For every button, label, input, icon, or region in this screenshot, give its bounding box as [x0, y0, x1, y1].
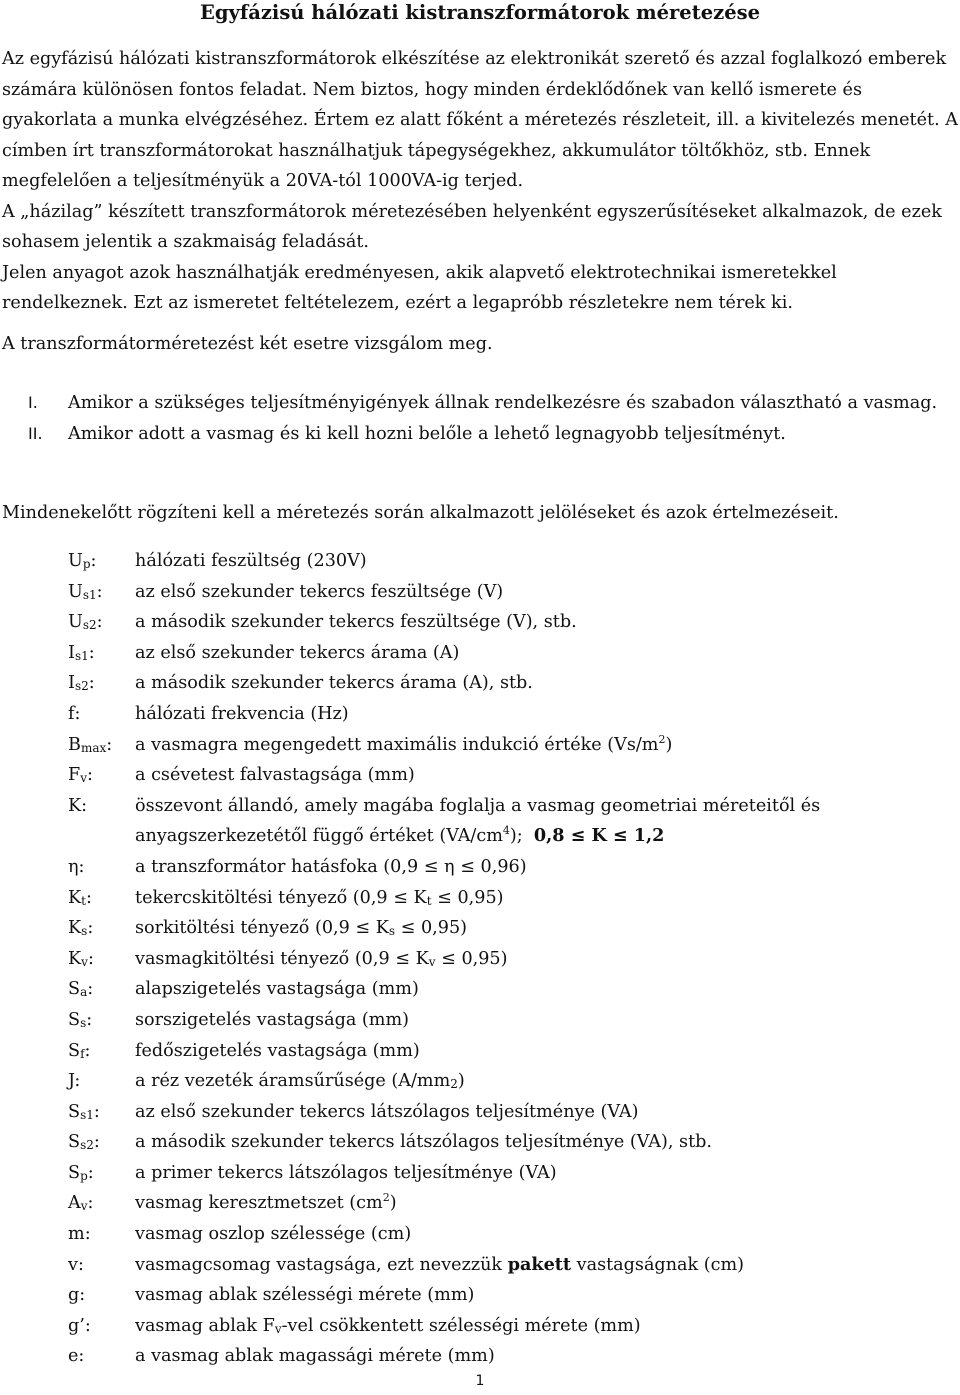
symbol-letter: I [68, 673, 75, 694]
definition-row [68, 607, 948, 638]
symbol-subscript: p [80, 1168, 88, 1183]
symbol-subscript: s1 [82, 587, 97, 602]
intro-paragraph: Jelen anyagot azok használhatják eredményesen, akik alapvető elektrotechnikai ismeretekkel rendelkeznek. Ezt az ismeretet feltételezem, ezért a legapróbb részletekre nem térek ki. [2, 262, 837, 313]
description-text: a primer tekercs látszólagos teljesítménye (VA) [135, 1162, 557, 1183]
definition-description [135, 1158, 948, 1189]
definition-row [68, 699, 948, 730]
definition-description [135, 607, 948, 638]
list-item-text: Amikor a szükséges teljesítményigények állnak rendelkezésre és szabadon választható a vasmag. [68, 393, 938, 413]
symbol-letter: U [68, 551, 83, 571]
symbol-separator: : [88, 673, 95, 694]
definition-description [135, 883, 948, 914]
definition-row [68, 1280, 948, 1311]
symbol-letter: J [68, 1071, 75, 1092]
symbol-letter: f [68, 703, 75, 724]
symbol-letter: g’ [68, 1315, 85, 1336]
document-title: Egyfázisú hálózati kistranszformátorok méretezése [200, 1, 760, 24]
definition-description [135, 1066, 948, 1097]
symbol-separator: : [93, 1101, 100, 1122]
definition-symbol [68, 1341, 135, 1372]
description-text: az első szekunder tekercs feszültsége (V) [135, 581, 504, 602]
description-text: hálózati frekvencia (Hz) [135, 703, 349, 724]
definition-description [135, 699, 948, 730]
symbol-letter: A [68, 1193, 81, 1214]
symbol-subscript: v [80, 1199, 88, 1214]
symbol-subscript: v [81, 954, 88, 969]
definition-symbol [68, 607, 135, 638]
symbol-letter: v [68, 1254, 78, 1275]
description-text: a második szekunder tekercs feszültsége (V), stb. [135, 612, 577, 633]
definition-row [68, 883, 948, 914]
description-text: a vasmagra megengedett maximális indukció értéke (Vs/m [135, 734, 659, 755]
definition-description [135, 1127, 948, 1158]
definition-symbol [68, 1219, 135, 1250]
definition-description [135, 730, 948, 761]
description-text: vasmagcsomag vastagsága, ezt nevezzük [135, 1254, 508, 1275]
definition-row [68, 791, 948, 852]
definition-row [68, 1158, 948, 1189]
definition-symbol [68, 974, 135, 1005]
symbol-letter: S [68, 1040, 81, 1061]
symbol-separator: : [87, 918, 94, 939]
symbol-separator: : [81, 795, 88, 816]
definition-symbol [68, 1250, 135, 1281]
symbol-subscript: v [80, 771, 87, 786]
list-item [28, 419, 938, 450]
definition-symbol [68, 852, 135, 883]
definition-symbol [68, 913, 135, 944]
symbol-subscript: p [82, 557, 91, 571]
symbol-separator: : [85, 887, 92, 908]
symbol-letter: S [68, 1162, 81, 1183]
definition-row [68, 944, 948, 975]
definition-symbol [68, 546, 135, 577]
description-subscript: 2 [450, 1077, 458, 1092]
symbol-subscript: f [80, 1046, 85, 1061]
symbol-separator: : [84, 1040, 91, 1061]
definition-row [68, 1311, 948, 1342]
symbol-separator: : [87, 1162, 94, 1183]
description-text: összevont állandó, amely magába foglalja a vasmag geometriai méreteitől és [135, 795, 821, 816]
definition-description [135, 1219, 948, 1250]
list-item-number: I. [28, 393, 38, 412]
symbol-separator: : [88, 642, 95, 663]
description-subscript: s [388, 924, 396, 939]
symbol-letter: U [68, 612, 83, 633]
symbol-subscript: t [81, 893, 86, 908]
symbol-separator: : [96, 581, 103, 602]
definition-symbol [68, 791, 135, 852]
description-text: vasmagkitöltési tényező (0,9 ≤ K [135, 948, 429, 969]
definition-description [135, 974, 948, 1005]
symbol-separator: : [106, 734, 113, 755]
definition-description [135, 1005, 948, 1036]
description-text: a réz vezeték áramsűrűsége (A/mm [135, 1071, 451, 1092]
definition-row [68, 1005, 948, 1036]
definition-symbol [68, 1066, 135, 1097]
definition-row [68, 546, 948, 577]
description-line [135, 791, 948, 822]
description-text: sorkitöltési tényező (0,9 ≤ K [135, 918, 389, 939]
description-text: vastagságnak (cm) [571, 1254, 745, 1275]
symbol-letter: K [68, 887, 82, 908]
symbol-letter: B [68, 734, 81, 755]
description-subscript: t [426, 893, 432, 908]
symbol-separator: : [86, 1009, 93, 1030]
definition-row [68, 730, 948, 761]
symbol-letter: K [68, 918, 82, 939]
symbol-letter: S [68, 1132, 81, 1153]
intro-paragraph: Az egyfázisú hálózati kistranszformátorok elkészítése az elektronikát szerető és azzal foglalkozó emberek számára különösen fontos feladat. Nem biztos, hogy minden érdeklődőnek van kellő ismerete és gyakorlata a munka elvégzéséhez. Értem ez alatt főként a méretezés részleteit, ill. a kivitelezés menetét. A címben írt transzformátorokat használhatjuk tápegységekhez, akkumulátor töltőkhöz, stb. Ennek megfelelően a teljesítményük a 20VA-tól 1000VA-ig terjed. [2, 49, 958, 191]
definition-description [135, 577, 948, 608]
description-text: ) [389, 1193, 397, 1214]
intro-section [2, 44, 958, 359]
symbol-separator: : [96, 612, 103, 633]
intro-paragraph: A transzformátorméretezést két esetre vizsgálom meg. [2, 333, 493, 354]
symbol-letter: η [68, 856, 79, 877]
description-text: sorszigetelés vastagsága (mm) [135, 1009, 410, 1030]
definition-row [68, 1188, 948, 1219]
symbol-letter: g [68, 1285, 80, 1306]
symbol-separator: : [78, 1346, 85, 1367]
description-text: a transzformátor hatásfoka (0,9 ≤ η ≤ 0,96) [135, 856, 527, 877]
symbol-letter: m [68, 1224, 85, 1245]
definition-row [68, 1097, 948, 1128]
definition-description [135, 1188, 948, 1219]
definition-symbol [68, 760, 135, 791]
page-number: 1 [475, 1373, 485, 1389]
symbol-subscript: s2 [74, 679, 89, 694]
symbol-separator: : [77, 1254, 84, 1275]
symbol-separator: : [87, 948, 94, 969]
description-line [135, 821, 948, 854]
description-text: a második szekunder tekercs árama (A), stb. [135, 673, 533, 694]
list-item-text: Amikor adott a vasmag és ki kell hozni belőle a lehető legnagyobb teljesítményt. [68, 423, 786, 444]
definition-symbol [68, 730, 135, 761]
definition-symbol [68, 699, 135, 730]
symbol-subscript: s1 [80, 1107, 94, 1122]
symbol-separator: : [87, 979, 94, 1000]
definition-symbol [68, 1158, 135, 1189]
symbol-subscript: s [80, 1015, 87, 1030]
description-text: a második szekunder tekercs látszólagos teljesítménye (VA), stb. [135, 1132, 712, 1153]
definition-description [135, 668, 948, 699]
description-bold-range: 0,8 ≤ K ≤ 1,2 [533, 825, 665, 847]
definition-row [68, 974, 948, 1005]
definition-symbol [68, 1005, 135, 1036]
symbol-subscript: a [80, 985, 88, 1000]
symbol-separator: : [74, 1071, 81, 1092]
description-text: vasmag keresztmetszet (cm [135, 1193, 383, 1214]
notation-intro: Mindenekelőtt rögzíteni kell a méretezés során alkalmazott jelöléseket és azok értelmezéseit. [2, 503, 839, 523]
description-text: ≤ 0,95) [395, 918, 468, 939]
symbol-separator: : [74, 703, 81, 724]
description-bold-term: pakett [507, 1253, 572, 1275]
symbol-letter: K [68, 795, 82, 816]
definition-row [68, 852, 948, 883]
symbol-separator: : [90, 551, 97, 571]
definition-description [135, 638, 948, 669]
description-superscript: 2 [382, 1191, 390, 1205]
description-text: a csévetest falvastagsága (mm) [135, 765, 415, 786]
definition-row [68, 1066, 948, 1097]
definition-symbol [68, 668, 135, 699]
description-text: vasmag ablak F [135, 1315, 275, 1336]
description-text: fedőszigetelés vastagsága (mm) [135, 1040, 420, 1061]
description-text: ) [457, 1071, 465, 1092]
symbol-separator: : [87, 765, 93, 786]
symbol-separator: : [93, 1132, 100, 1153]
intro-paragraph: A „házilag” készített transzformátorok méretezésében helyenként egyszerűsítéseket alkalmazok, de ezek sohasem jelentik a szakmaiság feladását. [2, 201, 942, 252]
symbol-subscript: s1 [74, 648, 89, 663]
definition-row [68, 668, 948, 699]
definition-description [135, 760, 948, 791]
symbol-separator: : [79, 1285, 86, 1306]
description-text: -vel csökkentett szélességi mérete (mm) [281, 1315, 641, 1336]
definitions-list [68, 546, 948, 1372]
symbol-letter: F [68, 765, 81, 786]
definition-description [135, 1097, 948, 1128]
definition-symbol [68, 577, 135, 608]
symbol-subscript: s2 [80, 1138, 94, 1153]
description-text: az első szekunder tekercs árama (A) [135, 642, 460, 663]
symbol-letter: S [68, 1101, 81, 1122]
definition-symbol [68, 883, 135, 914]
description-text: ) [665, 734, 673, 755]
definition-symbol [68, 1097, 135, 1128]
definition-description [135, 546, 948, 577]
symbol-letter: U [68, 581, 83, 602]
definition-row [68, 760, 948, 791]
description-superscript: 2 [658, 732, 666, 746]
definition-description [135, 913, 948, 944]
definition-description [135, 1311, 948, 1342]
description-text: vasmag ablak szélességi mérete (mm) [135, 1285, 475, 1306]
definition-description [135, 1036, 948, 1067]
symbol-subscript: s [81, 924, 88, 939]
definition-row [68, 1341, 948, 1372]
definition-row [68, 1127, 948, 1158]
definition-symbol [68, 944, 135, 975]
description-text: ≤ 0,95) [435, 948, 508, 969]
definition-description [135, 791, 948, 852]
definition-row [68, 638, 948, 669]
definition-row [68, 577, 948, 608]
description-text: hálózati feszültség (230V) [135, 551, 367, 571]
symbol-letter: K [68, 948, 82, 969]
description-text: tekercskitöltési tényező (0,9 ≤ K [135, 887, 427, 908]
definition-symbol [68, 1311, 135, 1342]
symbol-letter: S [68, 979, 81, 1000]
definition-row [68, 1250, 948, 1281]
symbol-letter: S [68, 1009, 81, 1030]
description-text: ); [509, 826, 523, 847]
definition-symbol [68, 1036, 135, 1067]
symbol-separator: : [87, 1193, 94, 1214]
definition-description [135, 944, 948, 975]
definition-row [68, 913, 948, 944]
description-subscript: v [274, 1321, 282, 1336]
definition-description [135, 1341, 948, 1372]
description-text: alapszigetelés vastagsága (mm) [135, 979, 419, 1000]
symbol-subscript: s2 [82, 618, 97, 633]
description-subscript: v [428, 954, 436, 969]
description-superscript: 4 [502, 824, 510, 838]
definition-row [68, 1219, 948, 1250]
definition-description [135, 852, 948, 883]
description-text: az első szekunder tekercs látszólagos teljesítménye (VA) [135, 1101, 639, 1122]
definition-symbol [68, 638, 135, 669]
symbol-separator: : [84, 1224, 91, 1245]
symbol-separator: : [78, 856, 85, 877]
description-text: ≤ 0,95) [431, 887, 504, 908]
symbol-letter: e [68, 1346, 79, 1367]
definition-symbol [68, 1188, 135, 1219]
description-text: a vasmag ablak magassági mérete (mm) [135, 1346, 495, 1367]
description-text: anyagszerkezetétől függő értéket (VA/cm [135, 826, 503, 847]
cases-list [28, 388, 938, 449]
definition-symbol [68, 1127, 135, 1158]
list-item [28, 388, 938, 419]
list-item-number: II. [28, 423, 43, 443]
symbol-subscript: max [80, 740, 107, 755]
description-text: vasmag oszlop szélessége (cm) [135, 1224, 412, 1245]
symbol-separator: : [84, 1315, 91, 1336]
definition-description [135, 1250, 948, 1281]
definition-row [68, 1036, 948, 1067]
symbol-letter: I [68, 642, 75, 663]
definition-description [135, 1280, 948, 1311]
definition-symbol [68, 1280, 135, 1311]
